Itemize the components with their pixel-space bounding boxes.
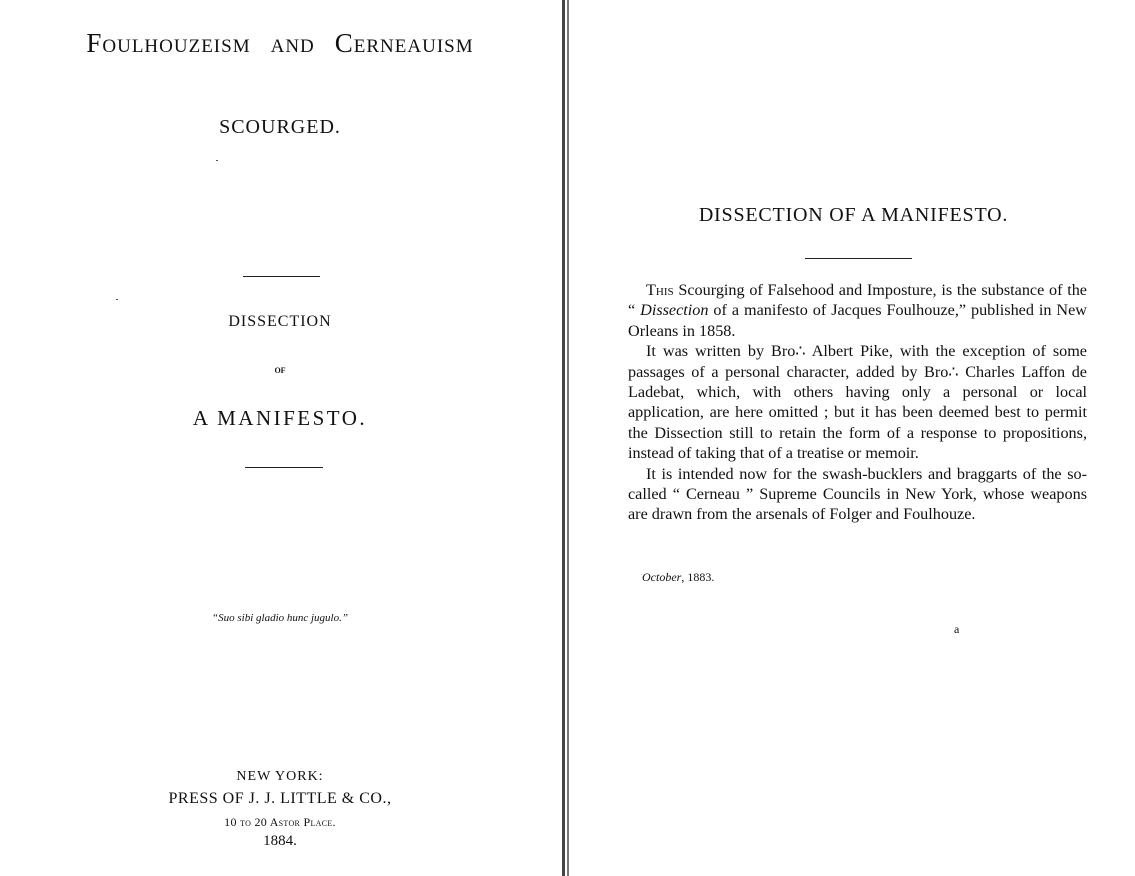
left-page [0, 0, 560, 876]
divider-rule [243, 276, 320, 277]
date-year: , 1883. [681, 570, 715, 584]
page-heading: DISSECTION OF A MANIFESTO. [698, 204, 1009, 226]
latin-motto: “Suo sibi gladio hunc jugulo.” [212, 612, 348, 624]
signature-mark: a [954, 622, 960, 636]
paragraph-text: Scourging of Falsehood and Imposture, is the substance of the “ [628, 281, 1087, 320]
divider-rule [245, 467, 323, 468]
paragraph-text: of a manifesto of Jacques Foulhouze,” published in New Orleans in 1858. [628, 301, 1087, 340]
divider-rule [805, 258, 912, 259]
date-line [642, 570, 714, 585]
title-word-1: Foulhouzeism [86, 28, 251, 58]
imprint-address: 10 to 20 Astor Place. [224, 815, 336, 829]
imprint-city: NEW YORK: [236, 769, 324, 784]
speck-mark [216, 160, 218, 161]
of-word: OF [274, 366, 286, 375]
imprint-year: 1884. [263, 833, 297, 849]
right-page [572, 0, 1135, 876]
paragraph: It was written by Bro∴ Albert Pike, with the exception of some passages of a personal character, added by Bro∴ Charles Laffon de Ladebat, which, with others having only a personal or local application, are here omitted ; but it has been deemed best to permit the Dissection still to retain the form of a response to propositions, instead of taking that of a treatise or memoir. [628, 342, 1087, 463]
imprint-press: PRESS OF J. J. LITTLE & CO., [168, 790, 392, 807]
paragraph: It is intended now for the swash-bucklers and braggarts of the so-called “ Cerneau ” Supreme Councils in New York, whose weapons are drawn from the arsenals of Folger and Foulhouze. [628, 464, 1087, 524]
title-word-3: Cerneauism [334, 28, 474, 58]
speck-mark [116, 299, 118, 300]
main-title [0, 28, 560, 59]
body-text [628, 280, 1087, 525]
emphasis: Dissection [640, 301, 709, 320]
paragraph [628, 280, 1087, 341]
manifesto-title: A MANIFESTO. [192, 406, 368, 430]
date-month: October [642, 570, 682, 584]
subtitle: SCOURGED. [219, 116, 341, 138]
title-word-2: and [270, 28, 315, 58]
page-gutter [560, 0, 572, 876]
dissection-word: DISSECTION [228, 313, 332, 330]
lead-word: This [646, 281, 674, 299]
